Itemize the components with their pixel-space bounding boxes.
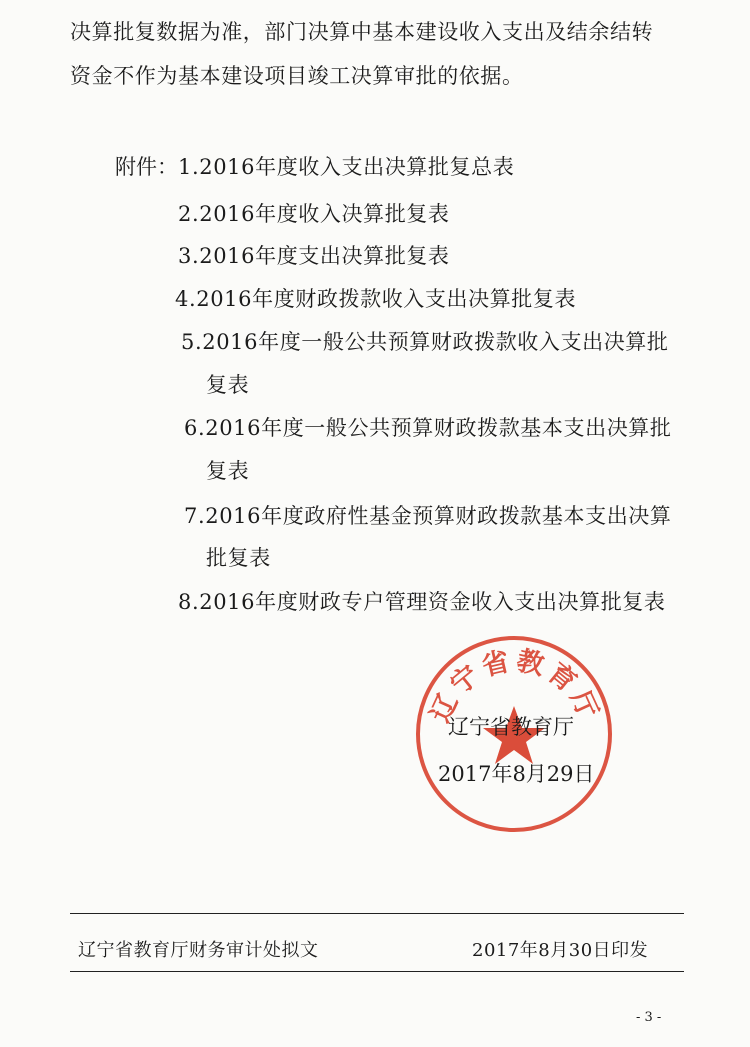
attachment-title: 2016年度收入决算批复表: [199, 202, 450, 226]
signature-org: 辽宁省教育厅: [448, 715, 574, 739]
attachment-number: 2.: [178, 202, 200, 226]
attachment-item-6-cont: 复表: [206, 459, 250, 483]
attachment-title: 2016年度一般公共预算财政拨款基本支出决算批: [205, 416, 672, 440]
footer-print-date: 2017年8月30日印发: [472, 940, 649, 961]
signature-date: 2017年8月29日: [438, 762, 595, 786]
attachment-number: 6.: [184, 416, 206, 440]
footer-issuer: 辽宁省教育厅财务审计处拟文: [78, 940, 319, 961]
attachment-item-3: [178, 240, 450, 270]
attachment-item-7: [184, 500, 672, 530]
attachment-item-8: [178, 586, 666, 616]
body-paragraph: [70, 10, 690, 98]
attachments-label: 附件：: [115, 155, 178, 179]
attachment-title: 2016年度政府性基金预算财政拨款基本支出决算: [205, 504, 672, 528]
seal-text: 辽宁省教育厅: [424, 645, 606, 728]
attachment-title: 2016年度收入支出决算批复总表: [199, 155, 515, 179]
attachment-item-6: [184, 412, 672, 442]
attachment-item-5: [181, 326, 669, 356]
attachment-item-4: [175, 283, 576, 313]
attachment-number: 4.: [175, 287, 197, 311]
footer-bottom-rule: [70, 971, 684, 972]
footer-top-rule: [70, 913, 684, 914]
attachment-item-1: [178, 151, 514, 181]
attachment-item-5-cont: 复表: [206, 373, 250, 397]
attachment-item-7-cont: 批复表: [206, 546, 271, 570]
page-number: - 3 -: [636, 1010, 662, 1025]
attachment-title: 2016年度支出决算批复表: [199, 244, 450, 268]
body-line-2: 资金不作为基本建设项目竣工决算审批的依据。: [70, 64, 524, 88]
attachment-number: 5.: [181, 330, 203, 354]
attachment-title: 2016年度财政专户管理资金收入支出决算批复表: [199, 590, 666, 614]
attachment-title: 2016年度一般公共预算财政拨款收入支出决算批: [202, 330, 669, 354]
attachment-item-2: [178, 198, 450, 228]
attachment-number: 1.: [178, 155, 200, 179]
body-line-1: 决算批复数据为准，部门决算中基本建设收入支出及结余结转: [70, 20, 654, 44]
attachment-number: 8.: [178, 590, 200, 614]
attachment-number: 3.: [178, 244, 200, 268]
attachment-number: 7.: [184, 504, 206, 528]
attachment-title: 2016年度财政拨款收入支出决算批复表: [196, 287, 577, 311]
